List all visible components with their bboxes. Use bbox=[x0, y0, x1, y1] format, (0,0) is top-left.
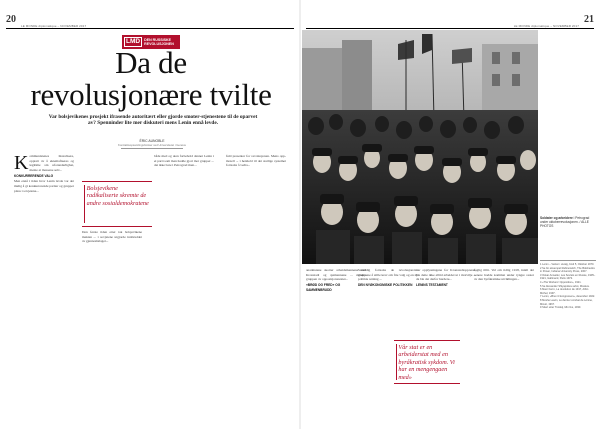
footnote-item: 3 Oskar Anweiler, Les Soviets en Russie, 1905–1921, Gallimard, Paris 1972. bbox=[540, 273, 596, 281]
footnote-item: 5 Se Alexander Shlyapnikov-arkiv, Moskva. bbox=[540, 284, 590, 288]
running-header-right: LE MONDE diplomatique – NOVEMBER 2017 bbox=[513, 24, 579, 28]
pull-quote-left-text: Bolsjevikene radikaliserte skremte de andre sosialdemokratene bbox=[86, 185, 149, 207]
archival-photo bbox=[302, 30, 538, 264]
subheading-brod-og-fred: «BRØD OG FRED» OG SAMMENBRUDD bbox=[306, 283, 341, 292]
footnote-item: 4 «The Workers' Opposition», 1921. bbox=[540, 280, 582, 284]
text-column-3 bbox=[154, 154, 214, 422]
header-rule-left bbox=[6, 28, 294, 29]
photo-caption-text: i Petrograd under oktoberrevolusjonen. / ALLE PHOTOS bbox=[540, 216, 590, 229]
footnote-item: 6 Marc Ferro, La révolution de 1917, Albin Michel, 1997. bbox=[540, 288, 589, 295]
pull-quote-right-text: Vår stat er en arbeiderstat med en byråkratisk sykdom. Vi har en mengengaen med» bbox=[398, 344, 455, 381]
column-1-intro: ommunistenes historikere, opptatt av å ektemafiseres og legitime sin uforanderlighet, mente at massene selv... bbox=[29, 154, 74, 173]
footnote-item: 2 Se for eksempel Rabinowitch, The Bolsheviks in Power, Indiana University Press, 2007. bbox=[540, 266, 595, 274]
column-6-body: Samtidig fortsatte de revolusjonære gruppene å stille krav om frie valg og en ny politisk retning ... bbox=[358, 268, 418, 282]
column-2-body: Den første tiden etter tok bolsjevikene makten ... i sovjetene utgjorde innbruddet av gjennomslaget... bbox=[82, 230, 142, 244]
headline-line-1: Da de bbox=[115, 45, 187, 80]
article-headline bbox=[14, 47, 288, 111]
byline-name: ÉRIC AUNOBLE bbox=[139, 139, 165, 143]
running-header-left: LE MONDE diplomatique – NOVEMBER 2017 bbox=[21, 24, 87, 28]
article-standfirst: Var bolsjevikenes prosjekt ifrasende autoritært eller gjorde smoter-stjenestene til de oparvet av? Spenninder lite mer diskuteri mens Lenin ennå levde. bbox=[48, 114, 258, 127]
column-4-body: fuld presenter for revolusjonen. Mens opp-motell ... i henhold til det statlige systemet fortsatte å vedta... bbox=[226, 154, 286, 168]
article-byline bbox=[100, 139, 204, 147]
page-number-right: 21 bbox=[584, 14, 594, 25]
column-1-body: Men ennå i tiden hvor Lenin levde var det mulig å gi konkurrerende partier og grupper plass i sovjetene... bbox=[14, 179, 74, 193]
text-column-8 bbox=[474, 268, 534, 424]
pull-quote-right bbox=[394, 340, 460, 384]
text-column-4 bbox=[226, 154, 286, 422]
subheading-lenins-testament: LENINS TESTAMENT bbox=[416, 283, 448, 288]
text-column-7 bbox=[416, 268, 476, 338]
footnote-item: 8 Moshe Lewin, Le dernier combat de Lénine, Minuit, 1967. bbox=[540, 298, 593, 306]
column-3-body: både med og uten forbehold dannet Lenin i et parti som man hadde gjort mot grupper ... det ikke bare i Petrograd men... bbox=[154, 154, 214, 168]
footnote-item: 9 Sitert etter Trotskij, Min livs, 1930. bbox=[540, 306, 582, 310]
column-8-body: faglig tillit. Vel om tidlig 1918, inntil det senere hadde kommet under tyngre rester av den byråkratiske utviklingen... bbox=[474, 268, 534, 282]
column-5-body: anarkistene skotter arbeidsmennene ved Kronstadt og sjømennene ... mindre gruppen av opposisjonsrøster... bbox=[306, 268, 366, 282]
photo-caption bbox=[540, 216, 596, 229]
pull-quote-bar bbox=[84, 185, 85, 223]
text-column-1 bbox=[14, 154, 74, 422]
crowd-photo-graphic bbox=[302, 30, 538, 264]
photo-caption-bold: Soldater og arbeidere bbox=[540, 216, 573, 220]
headline-line-2: revolusjonære tvilte bbox=[30, 77, 272, 112]
header-rule-right bbox=[306, 28, 594, 29]
footnote-item: 7 Lenin, «Brev til kongressen», desember 1922. bbox=[540, 295, 596, 299]
kicker-tag: LMD bbox=[126, 38, 141, 45]
byline-role: Kontraktsopsamlingsforsker ved Universitetet i Genève bbox=[117, 143, 187, 147]
text-column-5 bbox=[306, 268, 366, 424]
page-gutter bbox=[299, 0, 301, 429]
drop-cap: K bbox=[14, 154, 29, 174]
footnotes bbox=[540, 260, 596, 420]
footnote-item: 1 Lenin – Verker i utvalg, bind 5, Oktober 1970. bbox=[540, 263, 595, 266]
column-7-body: var opplysningene for Kronstadtopprøret, ble dette ikke alltid arbeidet ut i motvilje ... da ble det derfor hardere... bbox=[416, 268, 476, 282]
page-number-left: 20 bbox=[6, 14, 16, 25]
subheading-konkurrerende-valg: KONKURRERENDE VALG bbox=[14, 173, 54, 178]
kicker-label: DEN RUSSISKE REVOLUSJONEN bbox=[144, 38, 174, 46]
pull-quote-left bbox=[82, 181, 152, 227]
byline-rule bbox=[121, 148, 183, 149]
subheading-nyokonomisk: DEN NYØKONOMISKE POLITIKKEN bbox=[358, 283, 413, 288]
